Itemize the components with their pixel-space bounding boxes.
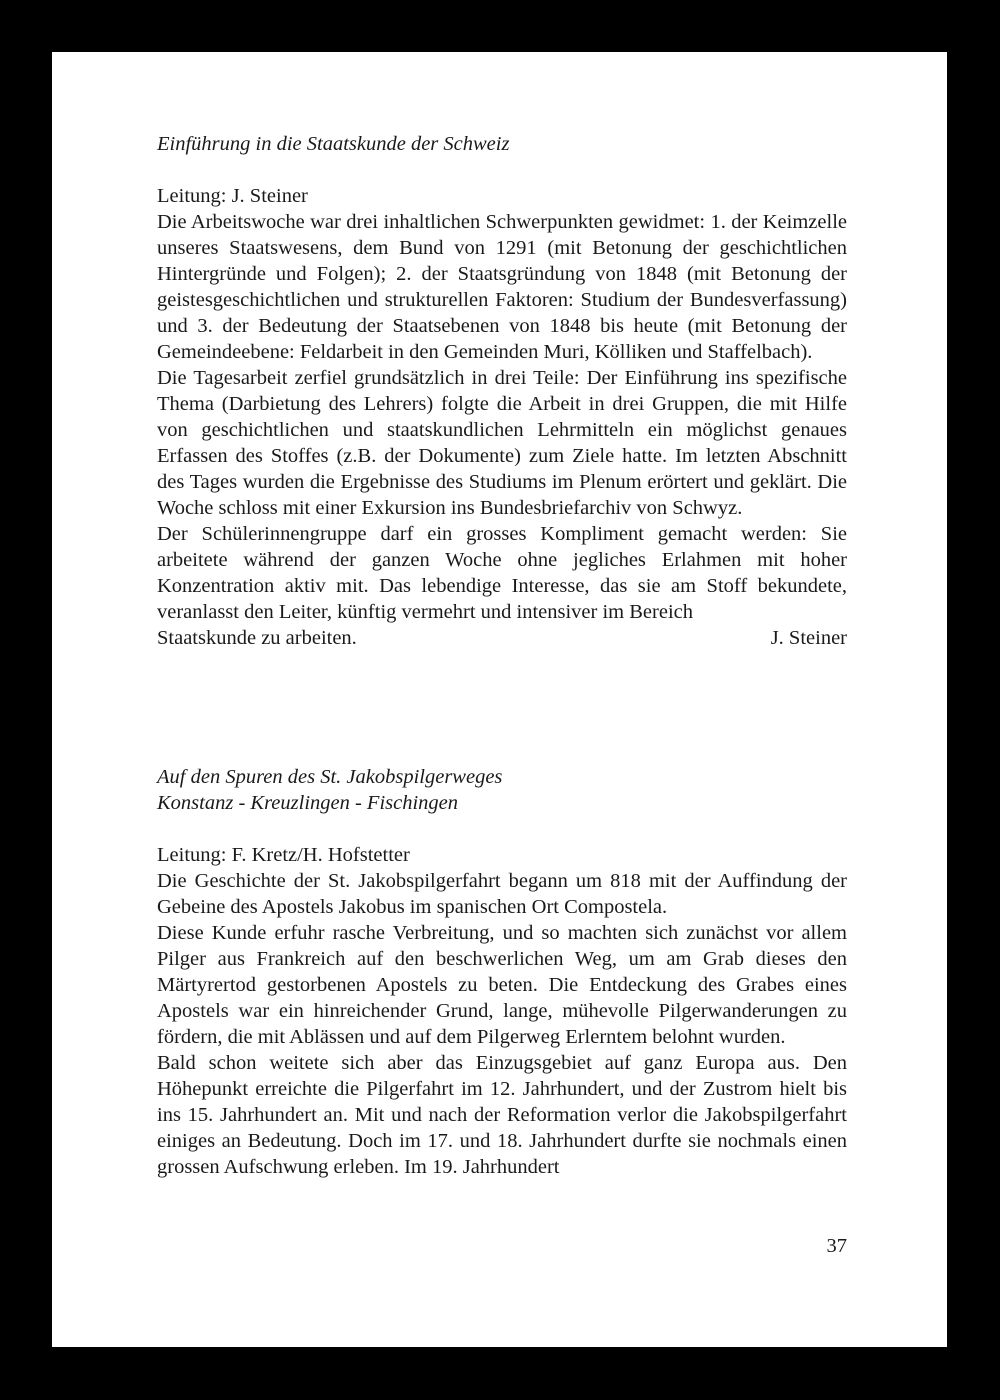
section-staatskunde <box>157 131 847 157</box>
section-title: Einführung in die Staatskunde der Schweiz <box>157 133 510 155</box>
paragraph: Die Arbeitswoche war drei inhaltlichen Schwerpunkten gewidmet: 1. der Keimzelle unseres Staatswesens, dem Bund von 1291 (mit Betonung der geschichtlichen Hintergründe und Folgen); 2. der Staatsgründung von 1848 (mit Betonung der geistesgeschichtlichen und strukturellen Faktoren: Studium der Bundesverfassung) und 3. der Bedeutung der Staatsebenen von 1848 bis heute (mit Betonung der Gemeindeebene: Feldarbeit in den Gemeinden Muri, Kölliken und Staffelbach). <box>157 211 847 363</box>
document-page <box>52 52 947 1347</box>
author-signature: J. Steiner <box>770 627 847 649</box>
section-title: Auf den Spuren des St. Jakobspilgerweges <box>157 766 503 788</box>
paragraph: Bald schon weitete sich aber das Einzugsgebiet auf ganz Europa aus. Den Höhepunkt erreichte die Pilgerfahrt im 12. Jahrhundert, und der Zustrom hielt bis ins 15. Jahrhundert an. Mit und nach der Reformation verlor die Jakobspilgerfahrt einiges an Bedeutung. Doch im 17. und 18. Jahrhundert durfte sie nochmals einen grossen Aufschwung erleben. Im 19. Jahrhundert <box>157 1052 847 1178</box>
section-jakobspilgerweg-header <box>157 764 847 816</box>
closing-text: Staatskunde zu arbeiten. <box>157 627 357 649</box>
section-jakobspilgerweg-body <box>157 842 847 1180</box>
paragraph: Die Tagesarbeit zerfiel grundsätzlich in drei Teile: Der Einführung ins spezifische Thema (Darbietung des Lehrers) folgte die Arbeit in drei Gruppen, die mit Hilfe von geschichtlichen und staatskundlichen Lehrmitteln ein möglichst genaues Erfassen des Stoffes (z.B. der Dokumente) zum Ziele hatte. Im letzten Abschnitt des Tages wurden die Ergebnisse des Studiums im Plenum erörtert und geklärt. Die Woche schloss mit einer Exkursion ins Bundesbriefarchiv von Schwyz. <box>157 367 847 519</box>
page-number: 37 <box>826 1235 847 1257</box>
paragraph: Die Geschichte der St. Jakobspilgerfahrt begann um 818 mit der Auffindung der Gebeine des Apostels Jakobus im spanischen Ort Compostela. <box>157 870 847 918</box>
section-staatskunde-body <box>157 183 847 651</box>
leitung-line: Leitung: F. Kretz/H. Hofstetter <box>157 844 410 866</box>
paragraph: Der Schülerinnengruppe darf ein grosses Kompliment gemacht werden: Sie arbeitete während der ganzen Woche ohne jegliches Erlahmen mit hoher Konzentration aktiv mit. Das lebendige Interesse, das sie am Stoff bekundete, veranlasst den Leiter, künftig vermehrt und intensiver im Bereich <box>157 523 847 623</box>
closing-line <box>157 625 847 651</box>
leitung-line: Leitung: J. Steiner <box>157 185 308 207</box>
section-subtitle: Konstanz - Kreuzlingen - Fischingen <box>157 792 459 814</box>
paragraph: Diese Kunde erfuhr rasche Verbreitung, und so machten sich zunächst vor allem Pilger aus Frankreich auf den beschwerlichen Weg, um am Grab dieses den Märtyrertod gestorbenen Apostels zu beten. Die Entdeckung des Grabes eines Apostels war ein hinreichender Grund, lange, mühevolle Pilgerwanderungen zu fördern, die mit Ablässen und auf dem Pilgerweg Erlerntem belohnt wurden. <box>157 922 847 1048</box>
